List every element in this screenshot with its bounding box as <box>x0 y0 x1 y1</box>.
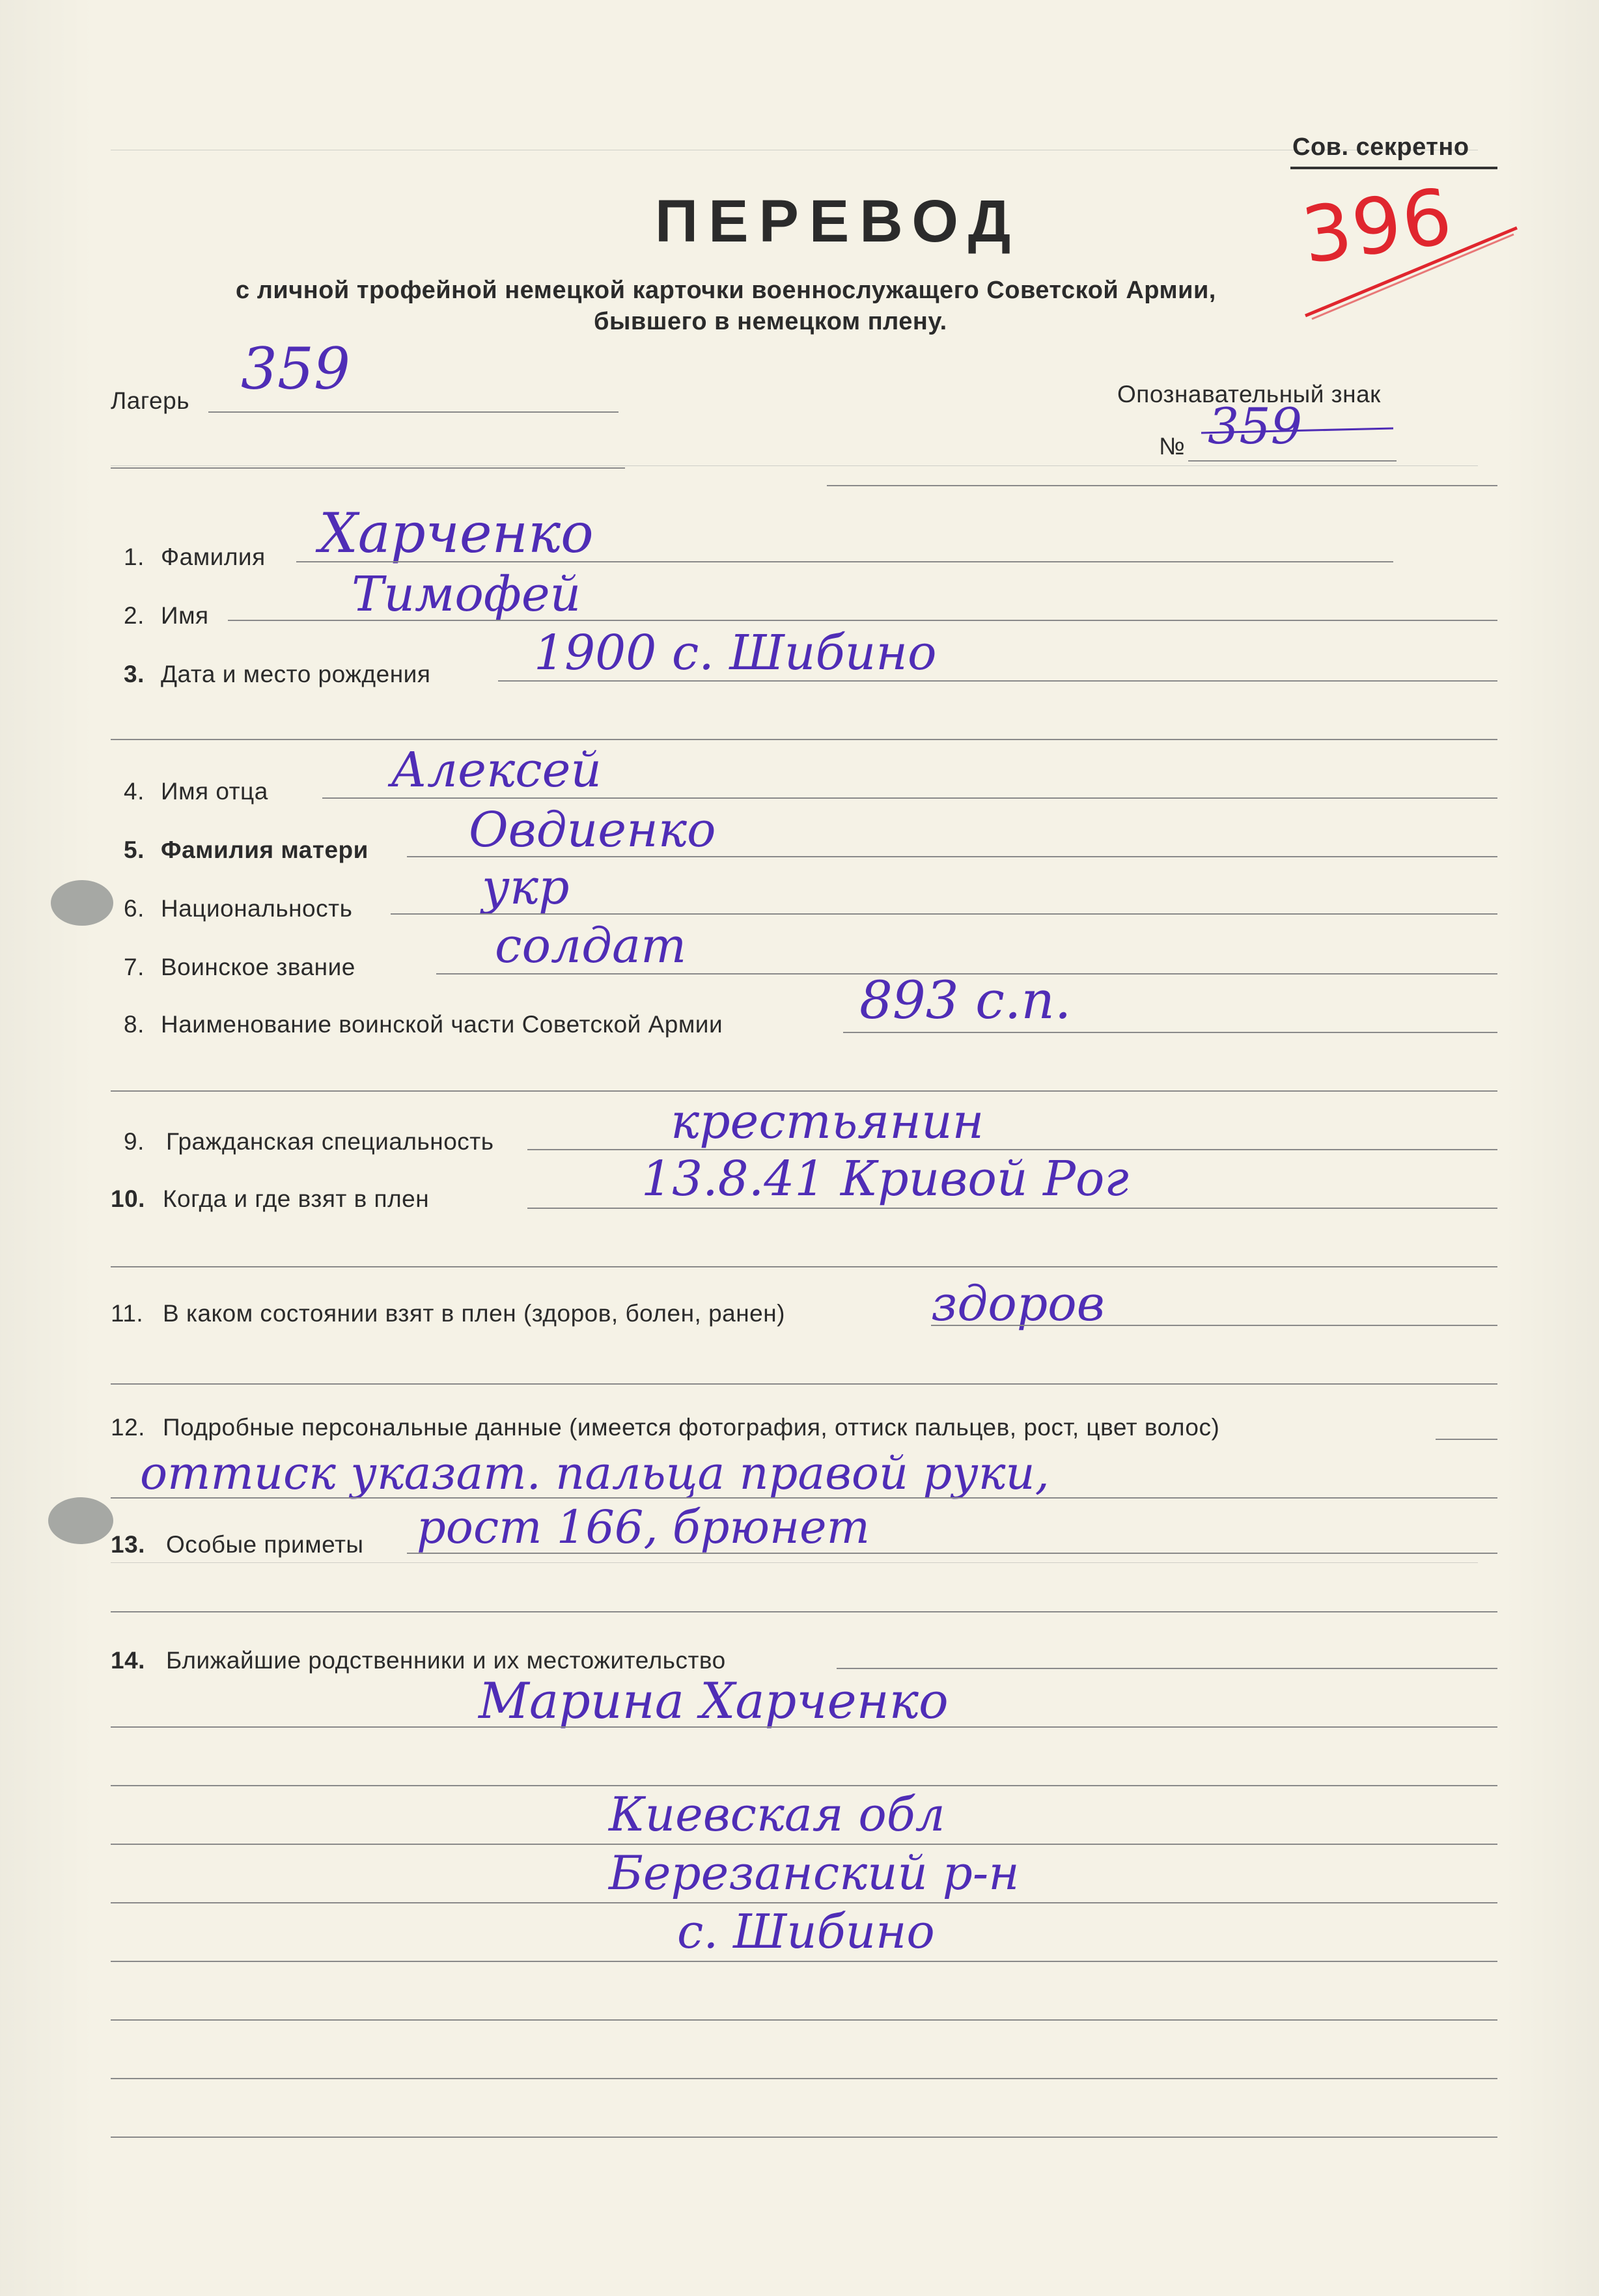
field-3-value: 1900 с. Шибино <box>534 625 937 681</box>
id-tag-label: Опознавательный знак <box>1117 381 1381 408</box>
field-12-number: 12. <box>111 1414 145 1441</box>
id-tag-strike <box>1198 417 1400 443</box>
subtitle-line-2: бывшего в немецком плену. <box>594 308 947 335</box>
field-8-label: Наименование воинской части Советской Армии <box>161 1011 723 1038</box>
field-7-label: Воинское звание <box>161 954 355 980</box>
field-8-value: 893 с.п. <box>859 970 1072 1030</box>
field-11-number: 11. <box>111 1300 144 1327</box>
address-line-1: Киевская обл <box>609 1787 945 1842</box>
field-10-label: Когда и где взят в плен <box>163 1185 430 1212</box>
field-14-value: Марина Харченко <box>479 1672 949 1730</box>
field-7-number: 7. <box>124 954 145 980</box>
field-14-number: 14. <box>111 1647 145 1674</box>
field-9-number: 9. <box>124 1128 145 1155</box>
field-2-number: 2. <box>124 602 145 629</box>
field-13-value: рост 166, брюнет <box>417 1501 870 1554</box>
document-title: ПЕРЕВОД <box>655 188 1022 255</box>
field-14-label: Ближайшие родственники и их местожительство <box>166 1647 726 1674</box>
field-2-label: Имя <box>161 602 209 629</box>
field-1-value: Харченко <box>319 501 594 565</box>
stamp-number: 396 <box>1296 171 1458 281</box>
field-6-label: Национальность <box>161 895 353 922</box>
field-10-value: 13.8.41 Кривой Рог <box>641 1151 1129 1207</box>
field-5-number: 5. <box>124 837 145 863</box>
field-6-number: 6. <box>124 895 145 922</box>
punch-hole-lower <box>48 1497 113 1544</box>
field-12-label: Подробные персональные данные (имеется фотография, оттиск пальцев, рост, цвет волос) <box>163 1414 1220 1441</box>
field-11-value: здоров <box>931 1276 1105 1332</box>
field-13-label: Особые приметы <box>166 1531 364 1558</box>
subtitle-line-1: с личной трофейной немецкой карточки военнослужащего Советской Армии, <box>236 277 1216 304</box>
field-1-label: Фамилия <box>161 544 266 570</box>
field-4-value: Алексей <box>391 742 602 798</box>
field-3-label: Дата и место рождения <box>161 661 431 687</box>
field-8-number: 8. <box>124 1011 145 1038</box>
punch-hole-upper <box>51 880 113 926</box>
field-9-value: крестьянин <box>671 1094 984 1150</box>
field-5-value: Овдиенко <box>469 802 716 858</box>
field-12-value: оттиск указат. пальца правой руки, <box>140 1446 1050 1500</box>
secrecy-label: Сов. секретно <box>1292 133 1469 161</box>
address-line-3: с. Шибино <box>677 1904 935 1959</box>
camp-label: Лагерь <box>111 387 189 414</box>
address-line-2: Березанский р-н <box>609 1846 1020 1900</box>
field-7-value: солдат <box>495 918 687 974</box>
field-4-label: Имя отца <box>161 778 268 805</box>
camp-value: 359 <box>241 335 350 402</box>
field-3-number: 3. <box>124 661 145 687</box>
field-4-number: 4. <box>124 778 145 805</box>
field-2-value: Тимофей <box>352 566 581 622</box>
field-1-number: 1. <box>124 544 145 570</box>
field-13-number: 13. <box>111 1531 145 1558</box>
field-10-number: 10. <box>111 1185 145 1212</box>
field-11-label: В каком состоянии взят в плен (здоров, болен, ранен) <box>163 1300 785 1327</box>
stamp-underline <box>1299 215 1523 325</box>
field-6-value: укр <box>482 859 570 915</box>
field-5-label: Фамилия матери <box>161 837 368 863</box>
id-tag-number-sign: № <box>1159 433 1186 460</box>
field-9-label: Гражданская специальность <box>166 1128 494 1155</box>
id-tag-value: 359 <box>1208 397 1303 455</box>
